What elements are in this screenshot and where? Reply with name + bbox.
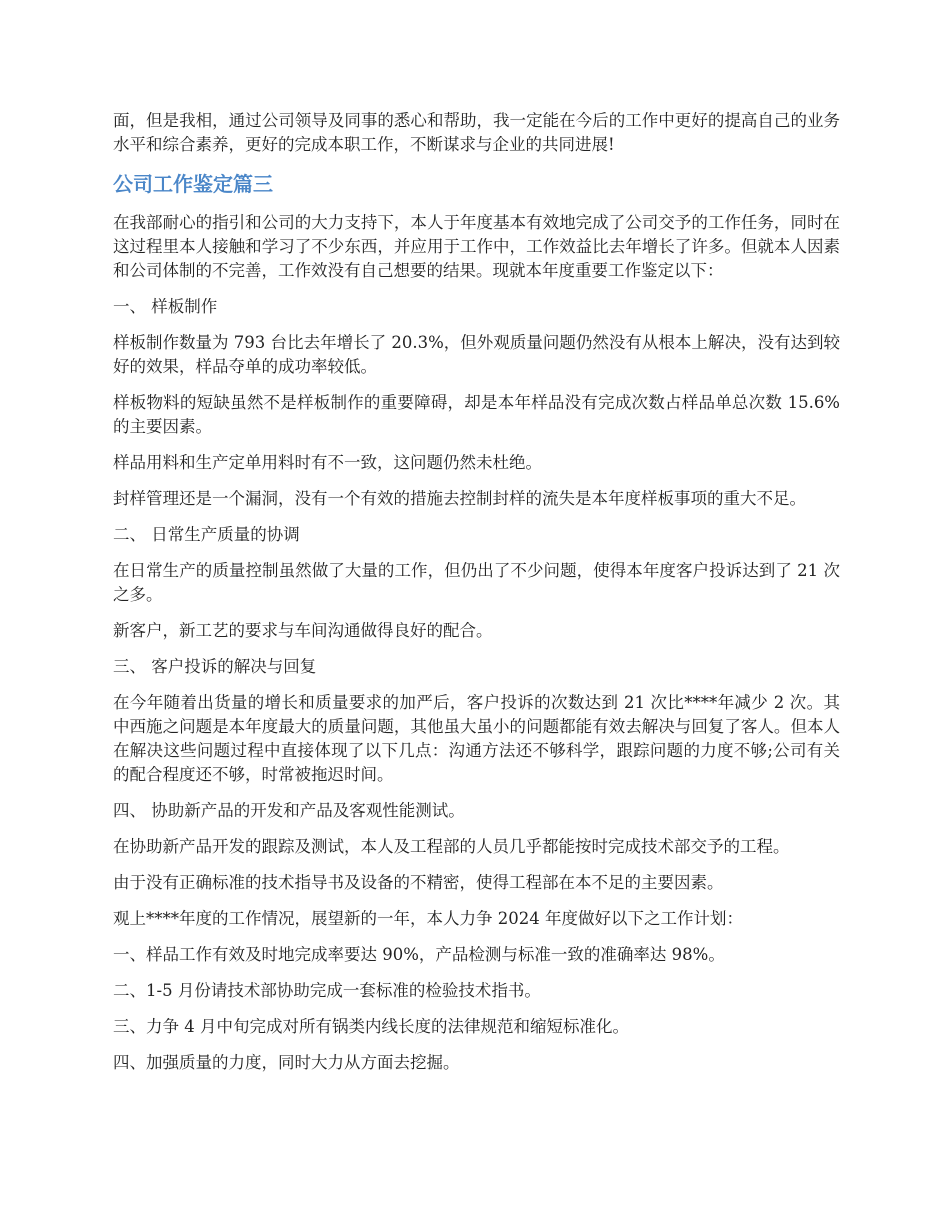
subsection-title-quality-coordination: 二、 日常生产质量的协调 — [113, 525, 300, 544]
section-heading: 公司工作鉴定篇三 — [113, 172, 273, 196]
paragraph: 由于没有正确标准的技术指导书及设备的不精密，使得工程部在本不足的主要因素。 — [113, 873, 724, 892]
plan-item: 一、样品工作有效及时地完成率要达 90%，产品检测与标准一致的准确率达 98%。 — [113, 945, 725, 964]
paragraph: 在今年随着出货量的增长和质量要求的加严后，客户投诉的次数达到 21 次比****年减少 2 次。其中西施之问题是本年度最大的质量问题，其他虽大虽小的问题都能有效去解决与回复了客人。但本人在解决这些问题过程中直接体现了以下几点：沟通方法还不够科学，跟踪问题的力度不够;公司有关的配合程度还不够，时常被拖迟时间。 — [113, 693, 840, 784]
paragraph: 样品用料和生产定单用料时有不一致，这问题仍然未杜绝。 — [113, 453, 542, 472]
paragraph: 新客户，新工艺的要求与车间沟通做得良好的配合。 — [113, 621, 493, 640]
paragraph: 在协助新产品开发的跟踪及测试，本人及工程部的人员几乎都能按时完成技术部交予的工程。 — [113, 837, 790, 856]
paragraph: 样板制作数量为 793 台比去年增长了 20.3%，但外观质量问题仍然没有从根本上解决，没有达到较好的效果，样品夺单的成功率较低。 — [113, 333, 840, 376]
plan-item: 二、1-5 月份请技术部协助完成一套标准的检验技术指书。 — [113, 981, 541, 1000]
plan-item: 三、力争 4 月中旬完成对所有锅类内线长度的法律规范和缩短标准化。 — [113, 1017, 629, 1036]
paragraph: 封样管理还是一个漏洞，没有一个有效的措施去控制封样的流失是本年度样板事项的重大不足。 — [113, 489, 806, 508]
subsection-title-sample-making: 一、 样板制作 — [113, 297, 218, 316]
paragraph: 观上****年度的工作情况，展望新的一年，本人力争 2024 年度做好以下之工作计划： — [113, 909, 743, 928]
subsection-title-new-products: 四、 协助新产品的开发和产品及客观性能测试。 — [113, 801, 465, 820]
paragraph-intro: 在我部耐心的指引和公司的大力支持下，本人于年度基本有效地完成了公司交予的工作任务，同时在这过程里本人接触和学习了不少东西，并应用于工作中，工作效益比去年增长了许多。但就本人因素和公司体制的不完善，工作效没有自己想要的结果。现就本年度重要工作鉴定以下： — [113, 213, 840, 280]
subsection-title-complaints: 三、 客户投诉的解决与回复 — [113, 657, 317, 676]
plan-item: 四、加强质量的力度，同时大力从方面去挖掘。 — [113, 1053, 460, 1072]
paragraph: 在日常生产的质量控制虽然做了大量的工作，但仍出了不少问题，使得本年度客户投诉达到了 21 次之多。 — [113, 561, 840, 604]
paragraph: 样板物料的短缺虽然不是样板制作的重要障碍，却是本年样品没有完成次数占样品单总次数 15.6%的主要因素。 — [113, 393, 840, 436]
document-page — [113, 109, 840, 1087]
intro-paragraph: 面，但是我相，通过公司领导及同事的悉心和帮助，我一定能在今后的工作中更好的提高自己的业务水平和综合素养，更好的完成本职工作，不断谋求与企业的共同进展! — [113, 111, 840, 154]
